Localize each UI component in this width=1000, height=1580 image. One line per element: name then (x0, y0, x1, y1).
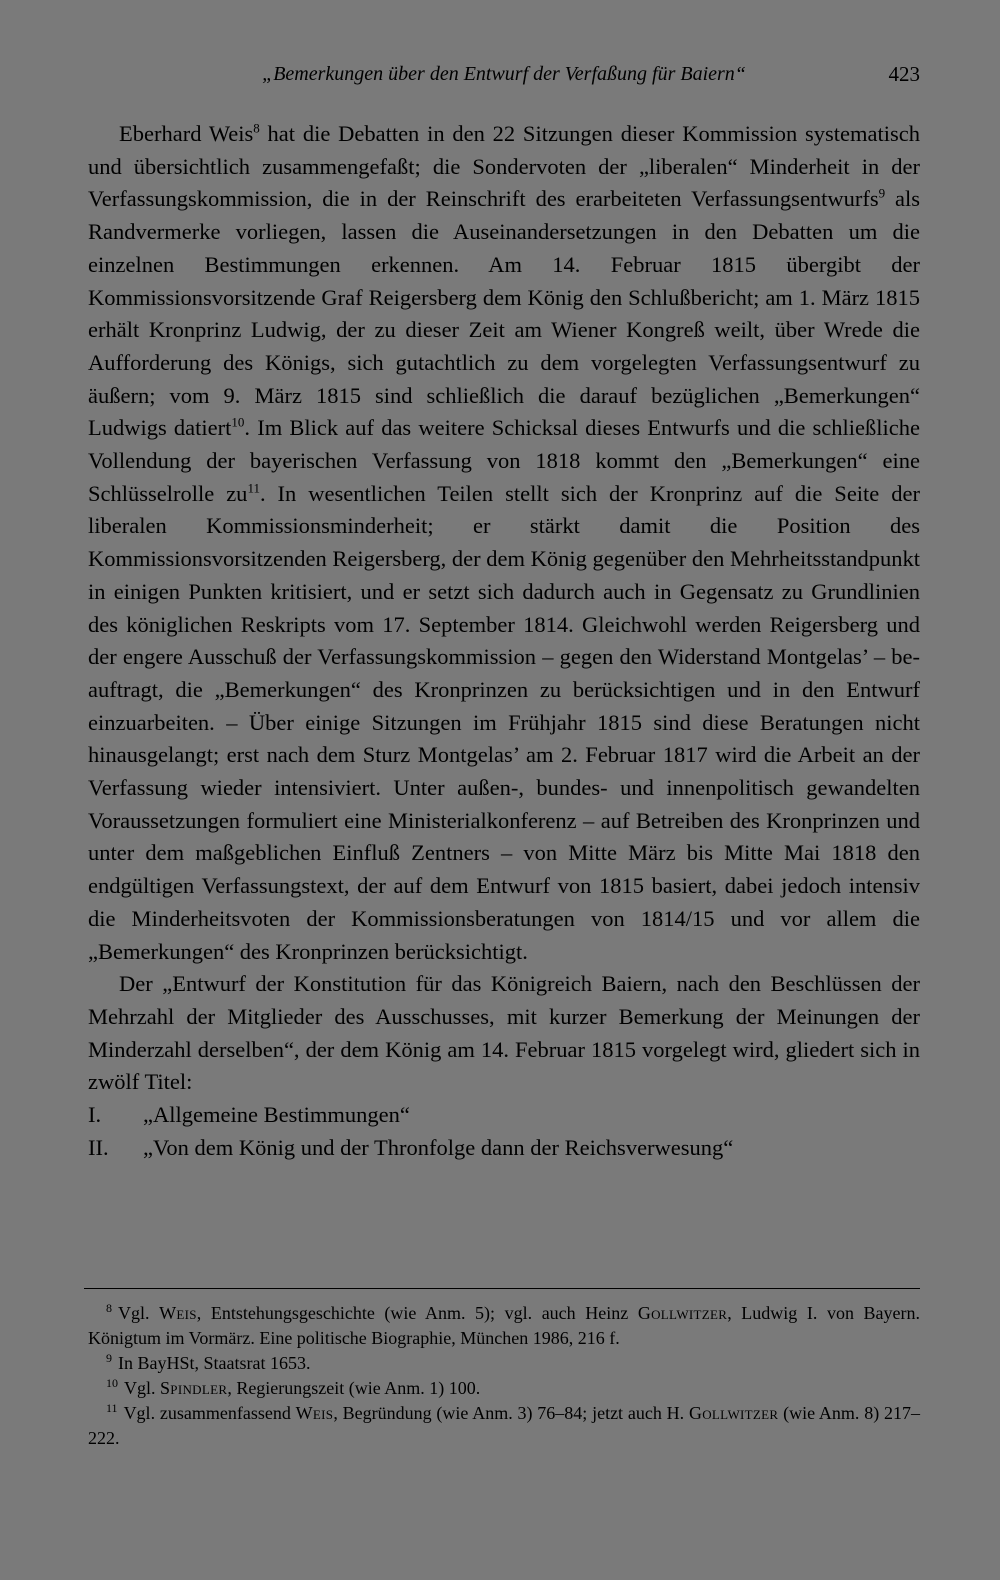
footnote-reference[interactable]: 9 (878, 185, 886, 201)
footnote-reference[interactable]: 10 (231, 414, 245, 430)
author-name: Gollwitzer (688, 1403, 779, 1423)
author-name: Spindler (160, 1378, 228, 1398)
running-header (88, 58, 920, 90)
page-number: 423 (888, 62, 920, 86)
list-item-text: „Allgemeine Bestimmungen“ (143, 1102, 410, 1128)
footnote: $^{11}$ Vgl. zusammenfassend Weis, Begründung (wie Anm. 3) 76–84; jetzt auch H. Gollwitzer (wie Anm. 8) 217–222. (88, 1401, 921, 1448)
footnote-number: 10 (106, 1376, 118, 1390)
footnote-number: 8 (106, 1301, 112, 1315)
list-item (88, 1099, 920, 1132)
footnote: $^{10}$ Vgl. Spindler, Regierungszeit (wie Anm. 1) 100. (106, 1376, 481, 1398)
constitution-titles-list (88, 1099, 920, 1164)
author-name: Weis (295, 1403, 334, 1423)
list-item-number: I. (88, 1102, 102, 1128)
footnote-divider (84, 1288, 920, 1289)
paragraph: Der „Entwurf der Konstitution für das Königreich Baiern, nach den Beschlüssen der Mehrzahl der Mitglieder des Ausschusses, mit kurzer Bemerkung der Meinungen der Minderzahl derselben“, der dem König am 14. Februar 1815 vorgelegt wird, gliedert sich in zwölf Titel: (88, 971, 920, 1095)
author-name: Weis (159, 1303, 197, 1323)
list-item-text: „Von dem König und der Thronfolge dann der Reichsverwesung“ (143, 1134, 734, 1160)
footnote-reference[interactable]: 8 (253, 120, 260, 136)
paragraph: Eberhard Weis$^8$ hat die Debatten in den 22 Sitzungen dieser Kommission systematisch und übersichtlich zusammengefaßt; die Sondervoten der „liberalen“ Minderheit in der Verfassungskommission, die in der Reinschrift des erarbeiteten Verfassungsentwurfs$^9$ als Randvermerke vorliegen, lassen die Auseinandersetzungen in den Debatten um die einzelnen Bestimmungen erkennen. Am 14. Februar 1815 übergibt der Kommissionsvorsitzende Graf Reigersberg dem König den Schlußbericht; am 1. März 1815 erhält Kronprinz Ludwig, der zu dieser Zeit am Wiener Kongreß weilt, über Wrede die Aufforderung des Königs, sich gutachtlich zu dem vorgelegten Verfassungsentwurf zu äußern; vom 9. März 1815 sind schließlich die darauf bezüglichen „Bemerkungen“ Ludwigs datiert$^{10}$. Im Blick auf das weitere Schicksal dieses Entwurfs und die schließliche Vollendung der bayerischen Verfassung von 1818 kommt den „Bemerkungen“ eine Schlüsselrolle zu$^{11}$. In wesentlichen Teilen stellt sich der Kronprinz auf die Seite der liberalen Kommissionsminderheit; er stärkt damit die Position des Kommissionsvorsitzenden Reigersberg, der dem König gegenüber den Mehrheitsstandpunkt in einigen Punkten kritisiert, und er setzt sich dadurch auch in Gegensatz zu Grundlinien des königlichen Reskripts vom 17. September 1814. Gleichwohl werden Reigersberg und der engere Ausschuß der Verfassungskommission – gegen den Widerstand Montgelas’ – beauftragt, die „Bemerkungen“ des Kronprinzen zu berücksichtigen und in den Entwurf einzuarbeiten. – Über einige Sitzungen im Frühjahr 1815 sind diese Beratungen nicht hinausgelangt; erst nach dem Sturz Montgelas’ am 2. Februar 1817 wird die Arbeit an der Verfassung wieder intensiviert. Unter außen-, bundes- und innenpolitisch gewandelten Voraussetzungen formuliert eine Ministerialkonferenz – auf Betreiben des Kronprinzen und unter dem maßgeblichen Einfluß Zentners – von Mitte März bis Mitte Mai 1818 den endgültigen Verfassungstext, der auf dem Entwurf von 1815 basiert, dabei jedoch intensiv die Minderheitsvoten der Kommissionsberatungen von 1814/15 und vor allem die „Bemerkungen“ des Kronprinzen berücksichtigt. (88, 120, 920, 964)
list-item-number: II. (88, 1134, 109, 1160)
running-title: „Bemerkungen über den Entwurf der Verfaßung für Baiern“ (262, 63, 746, 85)
footnote-reference[interactable]: 11 (247, 480, 260, 496)
main-text (88, 118, 920, 1165)
footnotes (88, 1301, 920, 1451)
footnote: $^8$ Vgl. Weis, Entstehungsgeschichte (wie Anm. 5); vgl. auch Heinz Gollwitzer, Ludwig I. von Bayern. Königtum im Vormärz. Eine politische Biographie, München 1986, 216 f. (88, 1301, 920, 1348)
author-name: Gollwitzer (637, 1303, 728, 1323)
list-item (88, 1132, 920, 1165)
footnote-number: 11 (106, 1401, 118, 1415)
footnote-number: 9 (106, 1351, 112, 1365)
footnote: $^9$ In BayHSt, Staatsrat 1653. (106, 1351, 311, 1373)
